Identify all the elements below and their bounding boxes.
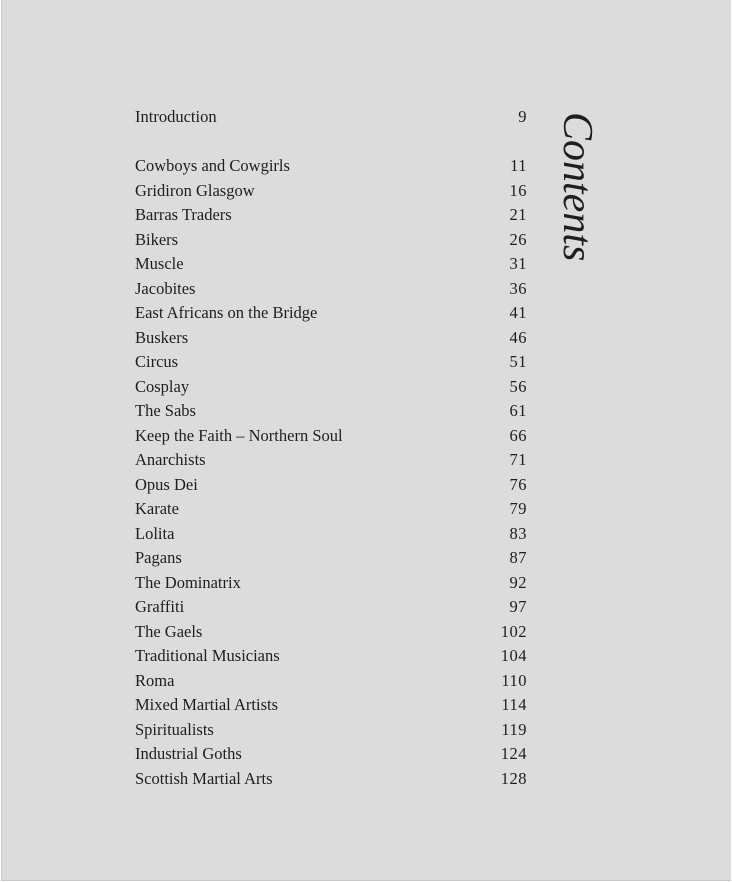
toc-entry-title: Barras Traders xyxy=(135,205,232,224)
toc-entry xyxy=(135,181,527,206)
toc-entry xyxy=(135,107,527,132)
toc-entry-title: Anarchists xyxy=(135,450,206,469)
toc-entry xyxy=(135,156,527,181)
toc-entry-page: 46 xyxy=(509,327,527,347)
toc-entry xyxy=(135,499,527,524)
toc-entry xyxy=(135,377,527,402)
toc-entry xyxy=(135,744,527,769)
toc-entry-page: 92 xyxy=(509,572,527,592)
toc-entry xyxy=(135,352,527,377)
toc-entry-title: Buskers xyxy=(135,327,189,347)
toc-entry xyxy=(135,426,527,451)
toc-entry-title: The Sabs xyxy=(135,401,196,420)
toc-entry-title: Bikers xyxy=(135,229,179,249)
toc-entry-title: East Africans on the Bridge xyxy=(135,303,318,322)
toc-entry xyxy=(135,450,527,475)
toc-entry-title: Roma xyxy=(135,670,175,690)
toc-entry-title: Scottish Martial Arts xyxy=(135,768,273,788)
toc-entry-page: 61 xyxy=(509,401,527,420)
toc-entry xyxy=(135,769,527,794)
toc-entry xyxy=(135,279,527,304)
toc-entry-page: 114 xyxy=(501,695,527,714)
toc-entry-page: 31 xyxy=(509,254,527,273)
toc-entry-title: Pagans xyxy=(135,548,182,567)
toc-entry-title: Keep the Faith – Northern Soul xyxy=(135,425,343,445)
toc-entry-page: 83 xyxy=(509,523,527,543)
toc-entry-page: 26 xyxy=(509,229,527,249)
toc-entry-page: 66 xyxy=(509,425,527,445)
toc-entry-title: Karate xyxy=(135,499,179,518)
toc-entry xyxy=(135,230,527,255)
toc-entry xyxy=(135,695,527,720)
contents-heading-text: Contents xyxy=(554,112,600,262)
toc-entry-title: Traditional Musicians xyxy=(135,646,280,665)
toc-entry-page: 16 xyxy=(509,180,527,200)
toc-entry xyxy=(135,646,527,671)
table-of-contents xyxy=(135,107,527,793)
toc-entry xyxy=(135,475,527,500)
toc-entry-page: 21 xyxy=(509,205,527,224)
toc-entry-page: 11 xyxy=(510,156,527,175)
toc-entry xyxy=(135,205,527,230)
toc-entry-page: 51 xyxy=(509,352,527,371)
toc-entry-title: Gridiron Glasgow xyxy=(135,180,255,200)
book-page xyxy=(1,0,731,881)
toc-entry-page: 124 xyxy=(500,744,527,763)
toc-entry xyxy=(135,548,527,573)
toc-entry-page: 41 xyxy=(509,303,527,322)
toc-entry-title: Cowboys and Cowgirls xyxy=(135,156,290,175)
toc-entry xyxy=(135,671,527,696)
toc-entry-page: 119 xyxy=(501,719,527,739)
toc-entry-title: Circus xyxy=(135,352,179,371)
toc-entry-page: 56 xyxy=(509,376,527,396)
toc-entry-page: 128 xyxy=(500,768,527,788)
toc-entry-page: 71 xyxy=(509,450,527,469)
toc-entry xyxy=(135,622,527,647)
toc-entry-page: 79 xyxy=(509,499,527,518)
toc-entry-title: Cosplay xyxy=(135,376,190,396)
toc-entry-title: Opus Dei xyxy=(135,474,198,494)
contents-heading xyxy=(554,112,600,292)
toc-entry-page: 102 xyxy=(500,621,527,641)
toc-entry xyxy=(135,328,527,353)
toc-entry-page: 110 xyxy=(501,670,527,690)
toc-entry-page: 9 xyxy=(518,107,527,126)
toc-entry-title: Jacobites xyxy=(135,278,196,298)
toc-entry-title: Spiritualists xyxy=(135,719,214,739)
toc-entry-title: Lolita xyxy=(135,523,175,543)
toc-entry-title: Graffiti xyxy=(135,597,185,616)
toc-entry xyxy=(135,597,527,622)
toc-entry-title: Industrial Goths xyxy=(135,744,242,763)
toc-entry xyxy=(135,573,527,598)
toc-entry-page: 104 xyxy=(500,646,527,665)
toc-entry-title: Introduction xyxy=(135,107,217,126)
toc-entry-title: The Dominatrix xyxy=(135,572,241,592)
toc-entry xyxy=(135,254,527,279)
toc-entry-page: 36 xyxy=(509,278,527,298)
toc-entry xyxy=(135,303,527,328)
toc-entry-page: 87 xyxy=(509,548,527,567)
toc-entry xyxy=(135,401,527,426)
toc-entry-page: 76 xyxy=(509,474,527,494)
toc-entry-title: Muscle xyxy=(135,254,184,273)
toc-entry xyxy=(135,720,527,745)
toc-entry-page: 97 xyxy=(509,597,527,616)
toc-entry xyxy=(135,524,527,549)
toc-entry-title: Mixed Martial Artists xyxy=(135,695,278,714)
toc-entry-title: The Gaels xyxy=(135,621,203,641)
